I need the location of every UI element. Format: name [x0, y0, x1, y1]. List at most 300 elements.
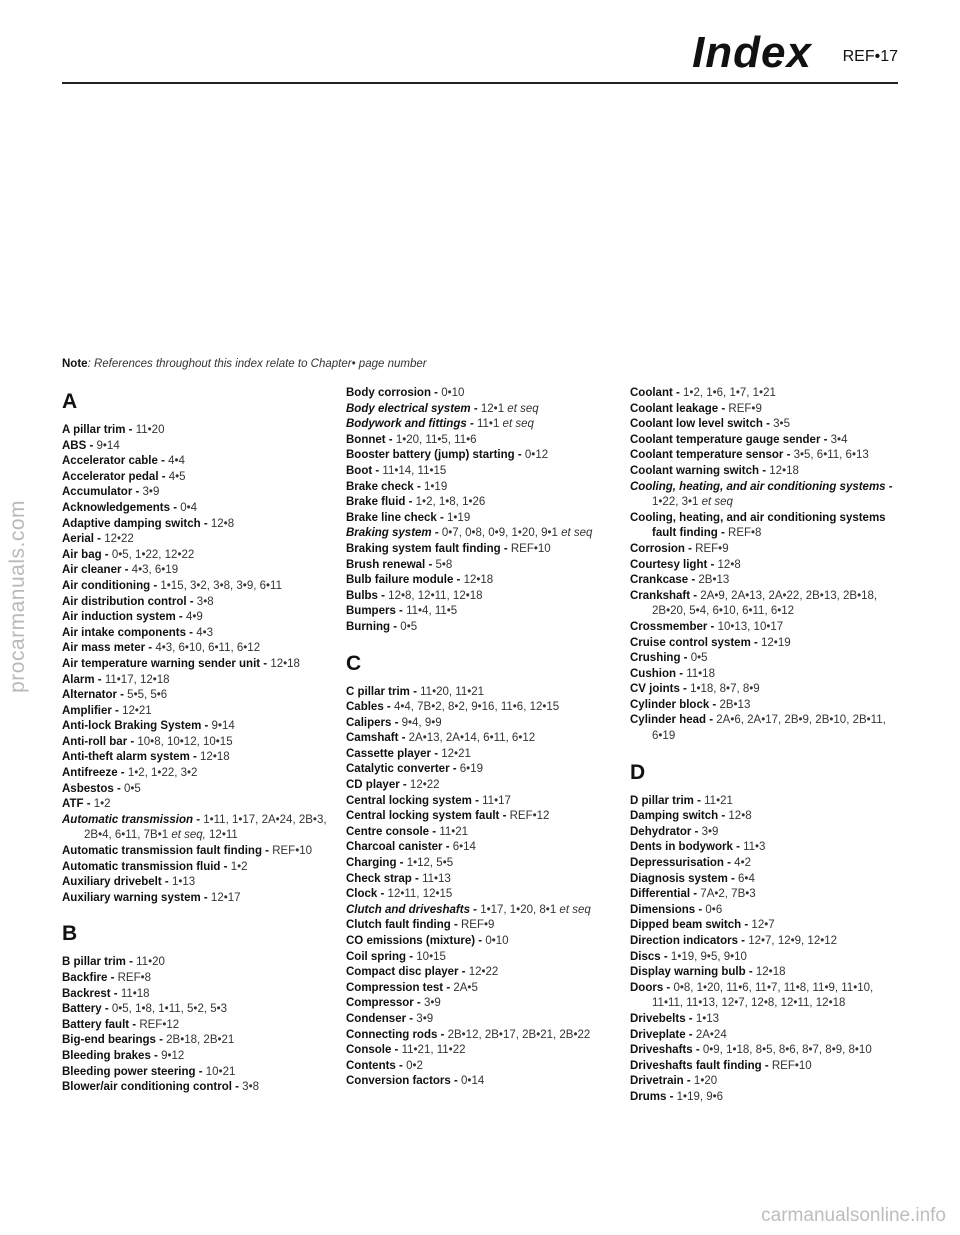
- entry-refs: REF•12: [139, 1018, 180, 1031]
- entry-refs: 4•4, 7B•2, 8•2, 9•16, 11•6, 12•15: [393, 701, 560, 714]
- entry-refs: 6•19: [459, 763, 483, 776]
- index-entry: [630, 511, 900, 542]
- index-entry: [62, 610, 332, 626]
- entry-refs: 0•7, 0•8, 0•9, 1•20, 9•1: [441, 527, 562, 540]
- entry-refs: 1•2: [93, 798, 111, 811]
- entry-refs: 3•5: [773, 418, 790, 431]
- index-entry: [630, 448, 900, 464]
- index-entry: [346, 965, 616, 981]
- entry-refs: 12•8, 12•11, 12•18: [388, 589, 483, 602]
- entry-term: Anti-theft alarm system -: [62, 751, 201, 764]
- index-entry: [630, 887, 900, 903]
- entry-refs-tail: 12•11: [205, 829, 238, 842]
- entry-term: Dents in bodywork -: [630, 841, 744, 854]
- index-entry: [630, 558, 900, 574]
- index-entry: [62, 423, 332, 439]
- entry-refs: 12•7, 12•9, 12•12: [748, 935, 838, 947]
- entry-term: Diagnosis system -: [630, 872, 739, 885]
- entry-term: Doors -: [630, 981, 674, 994]
- entry-refs: 11•21: [704, 794, 733, 807]
- index-entry: [62, 891, 332, 907]
- entry-refs: 9•12: [161, 1049, 185, 1062]
- entry-refs: 1•2: [230, 860, 248, 873]
- index-entry: [346, 716, 616, 732]
- page-number: REF•17: [842, 48, 898, 65]
- index-entry: [62, 719, 332, 735]
- index-entry: [346, 573, 616, 589]
- entry-refs: REF•8: [728, 527, 762, 540]
- index-entry: [630, 464, 900, 480]
- entry-refs: 0•5, 1•22, 12•22: [111, 548, 195, 561]
- entry-refs: 3•9: [423, 997, 441, 1010]
- entry-refs: REF•10: [272, 845, 313, 858]
- entry-term: Crankshaft -: [630, 589, 701, 602]
- index-entry: [62, 454, 332, 470]
- entry-refs: 2B•18, 2B•21: [166, 1034, 235, 1047]
- entry-refs: 5•5, 5•6: [127, 689, 168, 702]
- index-entry: [630, 856, 900, 872]
- entry-refs: 12•22: [409, 779, 440, 792]
- entry-refs: 11•20: [136, 956, 165, 969]
- index-entry: [630, 667, 900, 683]
- entry-term: Braking system fault finding -: [346, 542, 511, 555]
- entry-refs: 1•2, 1•6, 1•7, 1•21: [683, 387, 776, 399]
- entry-term: Battery -: [62, 1003, 112, 1016]
- entry-refs: 3•8: [196, 595, 214, 608]
- index-entry: [62, 987, 332, 1003]
- entry-refs: 2A•9, 2A•13, 2A•22, 2B•13, 2B•18, 2B•20, 5•4, 6•10, 6•11, 6•12: [652, 589, 878, 618]
- entry-term: Crankcase -: [630, 574, 699, 587]
- entry-refs: 0•5: [690, 652, 708, 665]
- entry-refs: 1•19: [447, 511, 471, 524]
- entry-refs: 0•4: [180, 501, 198, 514]
- entry-term: Bodywork and fittings -: [346, 418, 477, 431]
- entry-refs: 4•3, 6•10, 6•11, 6•12: [155, 642, 261, 655]
- entry-term: Air cleaner -: [62, 564, 132, 577]
- entry-term: Big-end bearings -: [62, 1034, 167, 1047]
- entry-term: Alarm -: [62, 673, 105, 686]
- entry-term: Differential -: [630, 888, 701, 901]
- entry-refs: 4•3, 6•19: [131, 564, 179, 577]
- entry-term: Cushion -: [630, 667, 687, 680]
- entry-term: Cylinder head -: [630, 714, 717, 727]
- entry-refs: 12•8: [717, 558, 741, 571]
- entry-term: Boot -: [346, 464, 383, 477]
- entry-term: Anti-roll bar -: [62, 735, 138, 748]
- entry-refs: 2A•13, 2A•14, 6•11, 6•12: [408, 732, 536, 745]
- side-watermark: procarmanuals.com: [6, 500, 29, 693]
- entry-term: B pillar trim -: [62, 956, 137, 969]
- section-letter: A: [62, 390, 78, 413]
- index-entry: [62, 704, 332, 720]
- entry-term: Bleeding power steering -: [62, 1065, 206, 1078]
- entry-term: Camshaft -: [346, 732, 409, 745]
- index-entry: [346, 558, 616, 574]
- entry-term: Conversion factors -: [346, 1075, 462, 1088]
- entry-term: Automatic transmission -: [62, 813, 204, 826]
- index-entry: [62, 844, 332, 860]
- index-entry: [630, 386, 900, 402]
- entry-refs: 4•3: [196, 626, 214, 639]
- entry-term: ABS -: [62, 439, 97, 452]
- entry-refs: 12•21: [441, 747, 471, 760]
- index-entry: [630, 542, 900, 558]
- entry-term: Discs -: [630, 950, 671, 963]
- entry-refs: 10•13, 10•17: [717, 620, 784, 633]
- index-entry: [346, 448, 616, 464]
- entry-refs: 11•20, 11•21: [420, 685, 485, 698]
- entry-term: Backfire -: [62, 972, 118, 984]
- entry-term: Air conditioning -: [62, 579, 161, 592]
- entry-term: Corrosion -: [630, 542, 696, 555]
- index-column-1: [62, 386, 332, 1096]
- entry-term: Braking system -: [346, 527, 442, 540]
- entry-refs-suffix: et seq: [701, 496, 733, 509]
- entry-refs: 1•12, 5•5: [406, 857, 454, 870]
- index-entry: [346, 386, 616, 402]
- index-entry: [346, 996, 616, 1012]
- entry-refs: 11•17: [482, 794, 511, 807]
- index-entry: [630, 840, 900, 856]
- index-entry: [62, 1080, 332, 1096]
- entry-refs: 12•18: [200, 751, 230, 764]
- entry-refs-suffix: et seq: [559, 903, 591, 916]
- index-entry: [346, 1074, 616, 1090]
- entry-term: Dehydrator -: [630, 825, 702, 838]
- index-entry: [346, 402, 616, 418]
- index-entry: [346, 700, 616, 716]
- entry-refs: 9•14: [96, 439, 120, 452]
- entry-refs: 12•18: [463, 574, 494, 587]
- entry-refs: 2A•5: [453, 981, 478, 994]
- entry-term: Brake check -: [346, 480, 424, 493]
- entry-term: Air intake components -: [62, 626, 197, 639]
- entry-term: Air temperature warning sender unit -: [62, 657, 271, 670]
- note-text: : References throughout this index relate to Chapter• page number: [87, 358, 427, 370]
- entry-refs: 12•8: [728, 810, 752, 823]
- entry-term: Alternator -: [62, 689, 128, 702]
- entry-term: Condenser -: [346, 1012, 417, 1025]
- index-entry: [346, 887, 616, 903]
- entry-term: Compact disc player -: [346, 966, 469, 979]
- index-entry: [630, 1090, 900, 1106]
- entry-term: Display warning bulb -: [630, 966, 756, 979]
- entry-term: Calipers -: [346, 716, 402, 729]
- index-entry: [346, 747, 616, 763]
- entry-term: Drivebelts -: [630, 1012, 696, 1025]
- index-entry: [346, 417, 616, 433]
- entry-term: Central locking system -: [346, 794, 483, 807]
- entry-term: Clutch and driveshafts -: [346, 903, 481, 916]
- entry-refs: 0•5: [124, 782, 141, 795]
- entry-term: CO emissions (mixture) -: [346, 935, 486, 947]
- entry-term: Cylinder block -: [630, 698, 720, 711]
- index-entry: [346, 620, 616, 636]
- index-entry: [62, 485, 332, 501]
- index-entry: [346, 685, 616, 701]
- entry-term: Coolant temperature sensor -: [630, 449, 794, 462]
- index-entry: [346, 918, 616, 934]
- index-entry: [62, 1049, 332, 1065]
- entry-term: Charging -: [346, 857, 407, 870]
- entry-refs-suffix: et seq: [507, 402, 539, 415]
- entry-refs: 1•20, 11•5, 11•6: [395, 433, 477, 446]
- entry-term: Brush renewal -: [346, 558, 436, 571]
- entry-refs: REF•9: [460, 919, 495, 932]
- entry-term: Connecting rods -: [346, 1028, 448, 1041]
- entry-term: Console -: [346, 1044, 402, 1057]
- page-title: Index: [692, 28, 812, 77]
- section-letter: D: [630, 760, 646, 784]
- index-entry: [62, 532, 332, 548]
- entry-term: Bulb failure module -: [346, 574, 464, 587]
- entry-refs: 10•15: [416, 950, 446, 963]
- entry-refs: 1•2, 1•22, 3•2: [127, 767, 198, 780]
- entry-refs: 11•13: [422, 872, 451, 885]
- entry-term: Bleeding brakes -: [62, 1049, 162, 1062]
- index-entry: [346, 604, 616, 620]
- entry-term: Antifreeze -: [62, 767, 128, 780]
- entry-refs: 12•18: [769, 464, 799, 477]
- entry-term: Battery fault -: [62, 1018, 140, 1031]
- index-entry: [62, 1065, 332, 1081]
- index-entry: [62, 501, 332, 517]
- entry-refs: REF•9: [695, 542, 729, 555]
- entry-term: Cruise control system -: [630, 636, 762, 649]
- entry-term: ATF -: [62, 798, 94, 811]
- index-entry: [62, 750, 332, 766]
- entry-refs: 7A•2, 7B•3: [700, 888, 756, 901]
- index-entry: [630, 573, 900, 589]
- entry-term: Coolant temperature gauge sender -: [630, 433, 831, 446]
- entry-term: Adaptive damping switch -: [62, 517, 211, 530]
- entry-refs: 0•14: [461, 1075, 485, 1088]
- index-entry: [630, 651, 900, 667]
- entry-refs: 3•9: [416, 1012, 434, 1025]
- entry-refs: 11•14, 11•15: [382, 464, 447, 477]
- entry-term: Backrest -: [62, 987, 121, 1000]
- entry-refs: 11•21, 11•22: [401, 1044, 466, 1057]
- entry-refs: 1•13: [171, 876, 196, 889]
- index-entry: [62, 688, 332, 704]
- index-entry: [346, 794, 616, 810]
- entry-refs: 11•1: [476, 418, 503, 431]
- entry-refs: 4•2: [734, 857, 751, 870]
- entry-refs: 12•7: [751, 919, 775, 932]
- index-entry: [630, 589, 900, 620]
- index-entry: [630, 934, 900, 950]
- entry-refs: 2B•13: [719, 698, 751, 711]
- entry-term: Air induction system -: [62, 611, 186, 624]
- entry-refs: 11•3: [743, 841, 766, 854]
- entry-refs: 11•21: [439, 825, 469, 838]
- entry-refs: 11•20: [135, 424, 165, 436]
- entry-term: Crossmember -: [630, 620, 718, 633]
- index-entry: [62, 1002, 332, 1018]
- entry-term: Clutch fault finding -: [346, 919, 461, 932]
- index-entry: [346, 542, 616, 558]
- entry-refs: 0•10: [485, 935, 509, 947]
- entry-term: Brake line check -: [346, 511, 447, 524]
- entry-term: Drivetrain -: [630, 1075, 694, 1088]
- entry-refs: 12•21: [122, 704, 152, 717]
- index-note: [62, 358, 427, 370]
- entry-term: CD player -: [346, 779, 410, 792]
- entry-refs: 0•8, 1•20, 11•6, 11•7, 11•8, 11•9, 11•10, 11•11, 11•13, 12•7, 12•8, 12•11, 12•18: [652, 981, 874, 1010]
- index-entry: [346, 464, 616, 480]
- entry-term: Crushing -: [630, 652, 691, 665]
- index-entry: [62, 1033, 332, 1049]
- index-entry: [346, 589, 616, 605]
- entry-term: Drums -: [630, 1090, 677, 1103]
- index-entry: [62, 797, 332, 813]
- entry-refs: 2A•6, 2A•17, 2B•9, 2B•10, 2B•11, 6•19: [652, 714, 886, 743]
- index-entry: [630, 417, 900, 433]
- entry-term: Charcoal canister -: [346, 841, 453, 854]
- index-entry: [62, 673, 332, 689]
- index-entry: [346, 1043, 616, 1059]
- entry-refs: 1•19, 9•5, 9•10: [670, 950, 747, 963]
- entry-refs: 4•5: [168, 470, 186, 483]
- index-entry: [630, 682, 900, 698]
- index-entry: [346, 840, 616, 856]
- index-entry: [346, 495, 616, 511]
- entry-term: Aerial -: [62, 533, 105, 546]
- entry-refs: 0•9, 1•18, 8•5, 8•6, 8•7, 8•9, 8•10: [702, 1044, 872, 1057]
- entry-term: Accelerator pedal -: [62, 470, 169, 483]
- entry-term: Burning -: [346, 620, 401, 633]
- entry-term: Brake fluid -: [346, 496, 416, 509]
- index-entry: [630, 1012, 900, 1028]
- index-entry: [346, 778, 616, 794]
- entry-term: Driveshafts -: [630, 1044, 703, 1057]
- entry-refs: 0•10: [441, 387, 465, 399]
- entry-term: Auxiliary warning system -: [62, 891, 211, 904]
- entry-refs: 12•1: [480, 402, 508, 415]
- index-entry: [346, 825, 616, 841]
- index-entry: [346, 809, 616, 825]
- index-entry: [62, 548, 332, 564]
- index-entry: [630, 433, 900, 449]
- entry-refs: 12•17: [210, 891, 241, 904]
- index-entry: [630, 872, 900, 888]
- entry-refs: 4•9: [185, 611, 203, 624]
- entry-refs: 6•4: [738, 872, 755, 885]
- index-entry: [346, 934, 616, 950]
- index-entry: [62, 626, 332, 642]
- note-label: Note: [62, 358, 88, 370]
- entry-refs: 1•22, 3•1: [652, 496, 702, 509]
- entry-refs: REF•10: [771, 1059, 812, 1072]
- index-entry: [62, 579, 332, 595]
- entry-term: D pillar trim -: [630, 794, 705, 807]
- entry-term: Booster battery (jump) starting -: [346, 449, 525, 462]
- index-entry: [630, 981, 900, 1012]
- entry-refs: REF•9: [728, 402, 762, 415]
- entry-term: Direction indicators -: [630, 935, 749, 947]
- entry-refs-suffix: et seq,: [171, 829, 206, 842]
- index-entry: [346, 526, 616, 542]
- entry-refs: 12•18: [270, 657, 300, 670]
- entry-term: Bonnet -: [346, 433, 396, 446]
- entry-refs: 3•9: [701, 825, 719, 838]
- entry-refs: 2A•24: [695, 1028, 727, 1041]
- index-entry: [346, 981, 616, 997]
- index-entry: [346, 1059, 616, 1075]
- entry-refs: 10•21: [205, 1065, 236, 1078]
- entry-refs: 1•15, 3•2, 3•8, 3•9, 6•11: [160, 579, 282, 592]
- index-entry: [630, 903, 900, 919]
- index-entry: [62, 955, 332, 971]
- entry-refs: 2B•13: [698, 574, 730, 587]
- index-entry: [346, 1012, 616, 1028]
- footer-watermark: carmanualsonline.info: [761, 1205, 946, 1226]
- entry-term: Body corrosion -: [346, 387, 442, 399]
- entry-term: Driveshafts fault finding -: [630, 1059, 772, 1072]
- index-entry: [630, 950, 900, 966]
- entry-term: Bumpers -: [346, 605, 407, 618]
- index-entry: [630, 620, 900, 636]
- entry-term: Dimensions -: [630, 903, 706, 916]
- entry-term: Coil spring -: [346, 950, 417, 963]
- entry-term: Coolant warning switch -: [630, 464, 770, 477]
- entry-refs: 12•18: [755, 966, 786, 979]
- entry-refs: 3•9: [142, 486, 160, 499]
- entry-refs: 11•17, 12•18: [104, 673, 170, 686]
- entry-refs: 0•5, 1•8, 1•11, 5•2, 5•3: [111, 1003, 228, 1016]
- entry-refs: 1•17, 1•20, 8•1: [480, 903, 560, 916]
- entry-term: Cooling, heating, and air conditioning systems -: [630, 480, 893, 493]
- entry-term: Contents -: [346, 1059, 407, 1072]
- index-entry: [630, 809, 900, 825]
- entry-term: Automatic transmission fluid -: [62, 860, 231, 873]
- index-entry: [62, 641, 332, 657]
- entry-refs: REF•8: [117, 972, 152, 984]
- entry-refs: 0•6: [705, 903, 723, 916]
- entry-refs: 12•19: [761, 636, 791, 649]
- index-entry: [346, 856, 616, 872]
- entry-refs: 1•13: [695, 1012, 720, 1025]
- entry-term: Compression test -: [346, 981, 454, 994]
- index-entry: [62, 735, 332, 751]
- index-entry: [630, 825, 900, 841]
- entry-term: Accelerator cable -: [62, 455, 169, 468]
- index-entry: [630, 965, 900, 981]
- index-entry: [62, 875, 332, 891]
- entry-refs: 12•22: [468, 966, 499, 979]
- entry-refs: 3•5, 6•11, 6•13: [793, 449, 869, 462]
- entry-term: Accumulator -: [62, 486, 143, 499]
- entry-term: Cooling, heating, and air conditioning systems fault finding -: [630, 511, 886, 540]
- index-entry: [630, 1028, 900, 1044]
- index-entry: [630, 480, 900, 511]
- index-entry: [346, 872, 616, 888]
- index-entry: [62, 766, 332, 782]
- entry-term: Check strap -: [346, 872, 423, 885]
- entry-term: Compressor -: [346, 997, 424, 1010]
- index-entry: [630, 1074, 900, 1090]
- index-entry: [630, 402, 900, 418]
- index-entry: [630, 1043, 900, 1059]
- entry-term: Dipped beam switch -: [630, 919, 752, 932]
- index-entry: [630, 918, 900, 934]
- entry-refs: 5•8: [435, 558, 453, 571]
- entry-refs: 11•4, 11•5: [406, 605, 458, 618]
- entry-term: Driveplate -: [630, 1028, 696, 1041]
- entry-refs: 9•14: [211, 720, 235, 733]
- index-entry: [62, 657, 332, 673]
- index-entry: [346, 731, 616, 747]
